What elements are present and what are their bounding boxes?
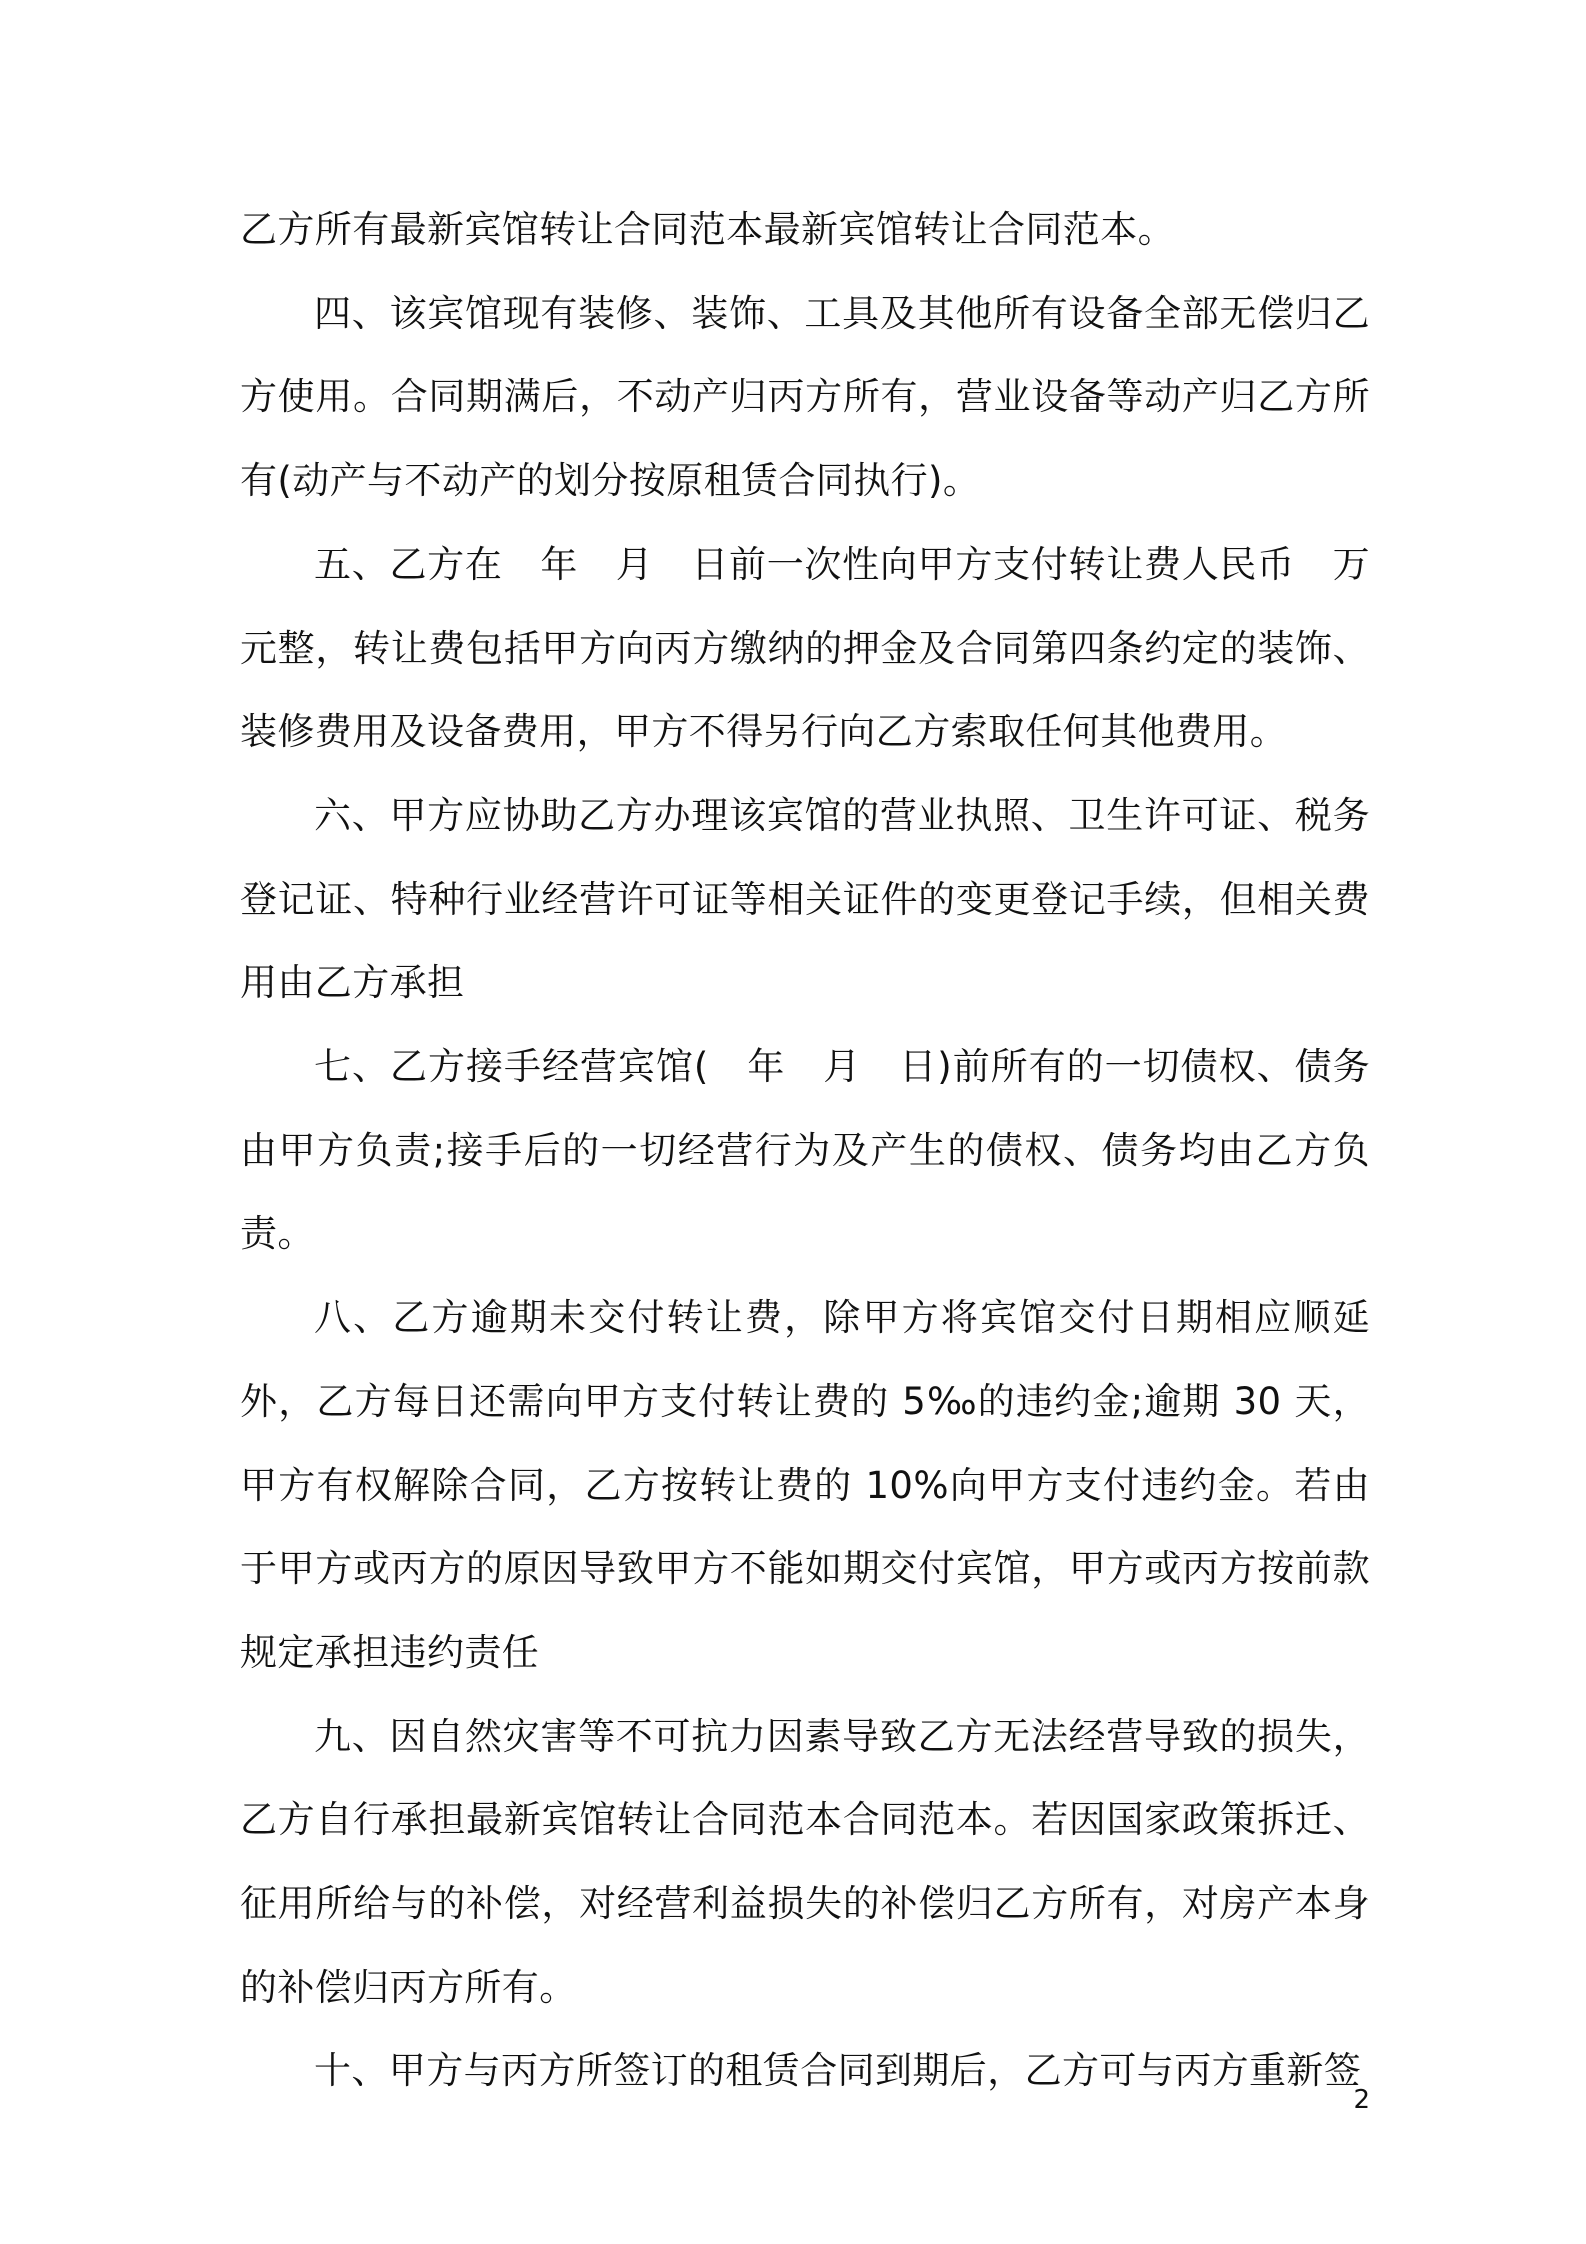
clause-5: 五、乙方在 年 月 日前一次性向甲方支付转让费人民币 万元整，转让费包括甲方向丙方缴纳的押金及合同第四条约定的装饰、装修费用及设备费用，甲方不得另行向乙方索取任何其他费用。	[240, 542, 1370, 754]
document-body	[240, 188, 1370, 2113]
clause-10: 十、甲方与丙方所签订的租赁合同到期后，乙方可与丙方重新签	[314, 2049, 1362, 2093]
clause-6: 六、甲方应协助乙方办理该宾馆的营业执照、卫生许可证、税务登记证、特种行业经营许可证等相关证件的变更登记手续，但相关费用由乙方承担	[240, 793, 1370, 1005]
clause-7: 七、乙方接手经营宾馆( 年 月 日)前所有的一切债权、债务由甲方负责;接手后的一切经营行为及产生的债权、债务均由乙方负责。	[240, 1045, 1370, 1256]
clause-9: 九、因自然灾害等不可抗力因素导致乙方无法经营导致的损失，乙方自行承担最新宾馆转让合同范本合同范本。若因国家政策拆迁、征用所给与的补偿，对经营利益损失的补偿归乙方所有，对房产本身的补偿归丙方所有。	[240, 1714, 1370, 2009]
clause-8: 八、乙方逾期未交付转让费，除甲方将宾馆交付日期相应顺延外，乙方每日还需向甲方支付转让费的 5‰的违约金;逾期 30 天，甲方有权解除合同，乙方按转让费的 10%向甲方支付违约金。若由于甲方或丙方的原因导致甲方不能如期交付宾馆，甲方或丙方按前款规定承担违约责任	[240, 1296, 1370, 1674]
paragraph-continuation: 乙方所有最新宾馆转让合同范本最新宾馆转让合同范本。	[240, 208, 1175, 251]
clause-4: 四、该宾馆现有装修、装饰、工具及其他所有设备全部无偿归乙方使用。合同期满后，不动产归丙方所有，营业设备等动产归乙方所有(动产与不动产的划分按原租赁合同执行)。	[240, 291, 1370, 503]
page-number: 2	[1353, 2085, 1370, 2115]
